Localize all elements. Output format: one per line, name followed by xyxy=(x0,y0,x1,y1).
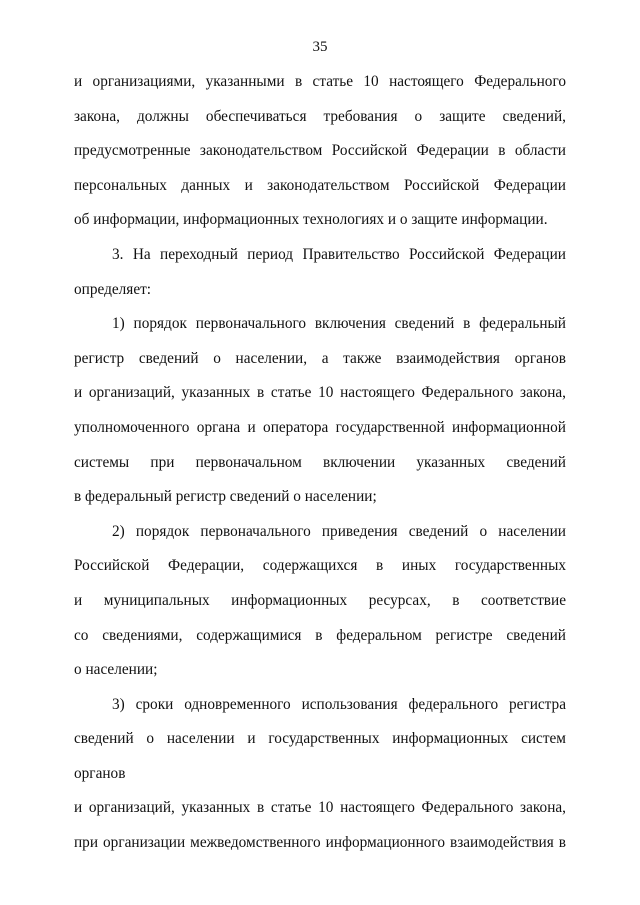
text-line: 2) порядок первоначального приведения сведений о населении xyxy=(112,522,566,540)
text-line: закона, должны обеспечиваться требования о защите сведений, xyxy=(74,107,566,125)
text-line: персональных данных и законодательством Российской Федерации xyxy=(74,176,566,194)
text-line: при организации межведомственного информационного взаимодействия в xyxy=(74,834,566,852)
text-line: 1) порядок первоначального включения сведений в федеральный xyxy=(112,315,566,333)
document-body xyxy=(74,65,566,861)
text-line: и организаций, указанных в статье 10 настоящего Федерального закона, xyxy=(74,799,566,817)
text-line: определяет: xyxy=(74,280,152,298)
text-line: об информации, информационных технологиях и о защите информации. xyxy=(74,211,548,229)
text-line: уполномоченного органа и оператора государственной информационной xyxy=(74,418,566,436)
paragraph-3 xyxy=(74,307,566,515)
paragraph-5 xyxy=(74,688,566,861)
page-number: 35 xyxy=(312,39,328,55)
text-line: со сведениями, содержащимися в федеральном регистре сведений xyxy=(74,626,566,644)
text-line: Российской Федерации, содержащихся в иных государственных xyxy=(74,557,566,575)
text-line: 3) сроки одновременного использования федерального регистра xyxy=(112,695,566,713)
paragraph-2 xyxy=(74,238,566,307)
paragraph-1 xyxy=(74,65,566,238)
text-line: в федеральный регистр сведений о населении; xyxy=(74,488,377,506)
text-line: 3. На переходный период Правительство Российской Федерации xyxy=(112,245,566,263)
text-line: о населении; xyxy=(74,661,158,679)
paragraph-4 xyxy=(74,515,566,688)
text-line: системы при первоначальном включении указанных сведений xyxy=(74,453,566,471)
text-line: сведений о населении и государственных информационных систем органов xyxy=(74,730,566,782)
text-line: и муниципальных информационных ресурсах, в соответствие xyxy=(74,591,566,609)
text-line: и организациями, указанными в статье 10 настоящего Федерального xyxy=(74,73,566,90)
text-line: предусмотренные законодательством Российской Федерации в области xyxy=(74,142,566,160)
text-line: регистр сведений о населении, а также взаимодействия органов xyxy=(74,349,566,367)
text-line: и организаций, указанных в статье 10 настоящего Федерального закона, xyxy=(74,384,566,402)
